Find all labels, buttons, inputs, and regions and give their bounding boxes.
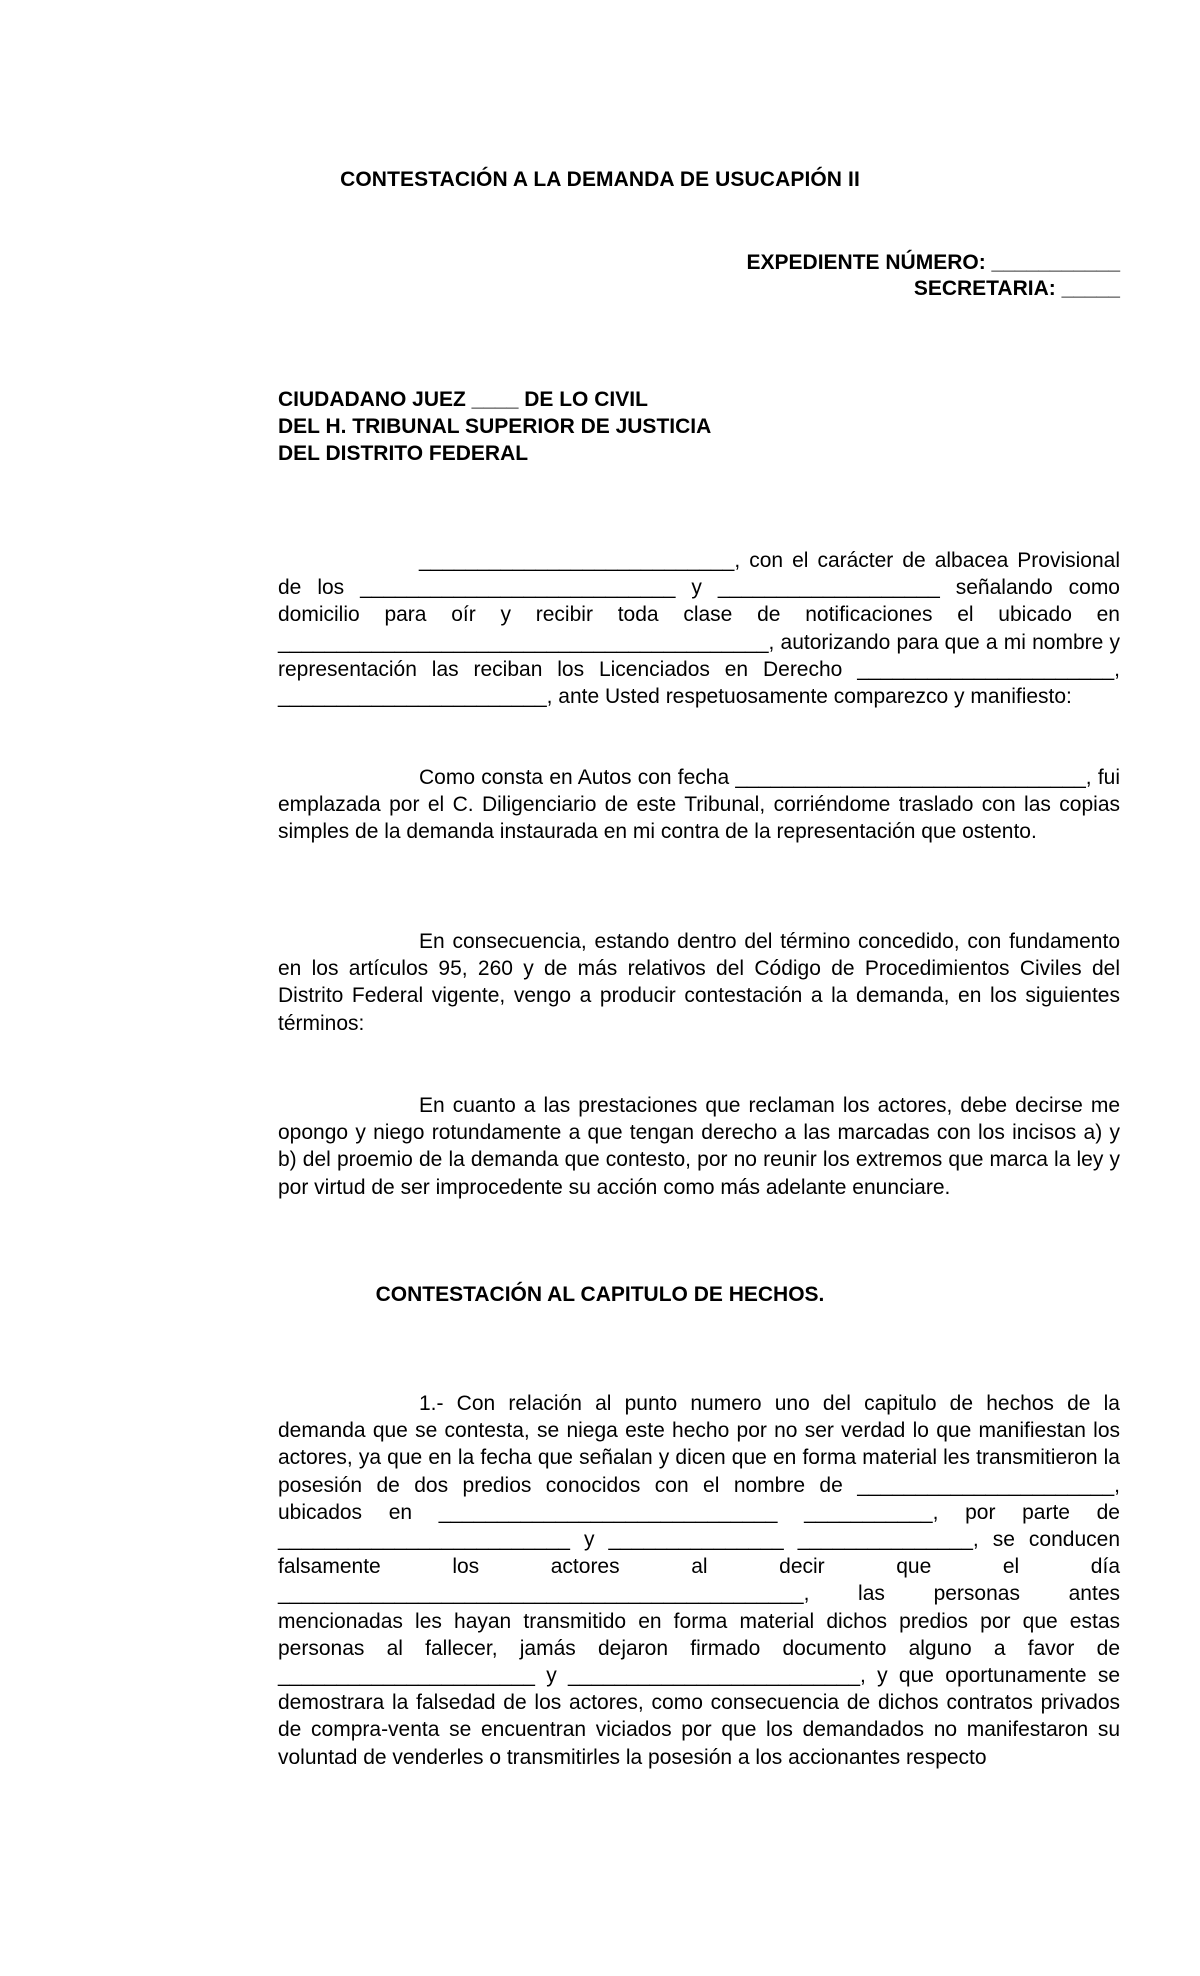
document-title: CONTESTACIÓN A LA DEMANDA DE USUCAPIÓN II [340,168,860,191]
court-line-1: CIUDADANO JUEZ ____ DE LO CIVIL [278,388,648,411]
autos-paragraph [278,764,1120,846]
court-address [278,386,711,467]
section-heading: CONTESTACIÓN AL CAPITULO DE HECHOS. [375,1283,825,1306]
paragraph-text: En consecuencia, estando dentro del término concedido, con fundamento en los artículos 95, 260 y de más relativos del Código de Procedimientos Civiles del Distrito Federal vigente, vengo a producir contestación a la demanda, en los siguientes términos: [278,930,1120,1035]
paragraph-text: 1.- Con relación al punto numero uno del capitulo de hechos de la demanda que se contesta, se niega este hecho por no ser verdad lo que manifiestan los actores, ya que en la fecha que señalan y dicen que en forma material les transmitieron la posesión de dos predios conocidos con el nombre de ______________________, ubicados en _____________________________ ___________, por parte de _________________________ y _______________ _______________, se conducen falsamente los actores al decir que el día _____________________________________________, las personas antes mencionadas les hayan transmitido en forma material dichos predios por que estas personas al fallecer, jamás dejaron firmado documento alguno a favor de ______________________ y _________________________, y que oportunamente se demostrara la falsedad de los actores, como consecuencia de dichos contratos privados de compra-venta se encuentran viciados por que los demandados no manifestaron su voluntad de venderles o transmitirles la posesión a los accionantes respecto [278,1392,1120,1769]
paragraph-text: En cuanto a las prestaciones que reclaman los actores, debe decirse me opongo y niego rotundamente a que tengan derecho a las marcadas con los incisos a) y b) del proemio de la demanda que contesto, por no reunir los extremos que marca la ley y por virtud de ser improcedente su acción como más adelante enunciare. [278,1094,1120,1199]
secretaria-line: SECRETARIA: _____ [913,277,1120,300]
court-line-3: DEL DISTRITO FEDERAL [278,442,529,465]
intro-paragraph [278,547,1120,710]
consecuencia-paragraph [278,928,1120,1037]
case-header [747,250,1121,302]
prestaciones-paragraph [278,1092,1120,1201]
expediente-line: EXPEDIENTE NÚMERO: ___________ [746,251,1120,274]
hechos-paragraph [278,1390,1120,1771]
paragraph-text: ___________________________, con el carácter de albacea Provisional de los ___________________________ y ___________________ señalando como domicilio para oír y recibir toda clase de notificaciones el ubicado en __________________________________________, autorizando para que a mi nombre y representación las reciban los Licenciados en Derecho ______________________, _______________________, ante Usted respetuosamente comparezco y manifiesto: [278,549,1120,709]
court-line-2: DEL H. TRIBUNAL SUPERIOR DE JUSTICIA [278,415,712,438]
paragraph-text: Como consta en Autos con fecha ______________________________, fui emplazada por el C. Diligenciario de este Tribunal, corriéndome traslado con las copias simples de la demanda instaurada en mi contra de la representación que ostento. [278,766,1120,844]
